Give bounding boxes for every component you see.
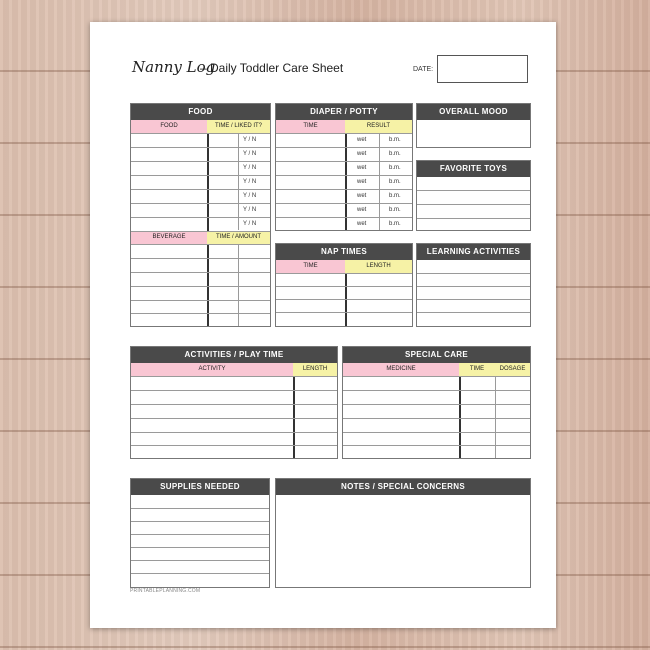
diaper-col-time: TIME [276, 120, 345, 133]
special-row [343, 376, 530, 377]
diaper-wet-option[interactable]: wet [357, 193, 367, 199]
beverage-row [131, 286, 270, 287]
activities-row [131, 390, 337, 391]
notes-header: NOTES / SPECIAL CONCERNS [276, 479, 530, 495]
diaper-bm-option[interactable]: b.m. [389, 165, 401, 171]
food-section [130, 103, 271, 327]
food-liked-yn[interactable]: Y / N [243, 221, 257, 227]
activities-col-length: LENGTH [293, 363, 337, 376]
food-row [131, 244, 270, 245]
diaper-bm-option[interactable]: b.m. [389, 179, 401, 185]
supplies-row [131, 508, 269, 509]
food-header: FOOD [131, 104, 270, 120]
learning-row [417, 312, 530, 313]
diaper-bm-option[interactable]: b.m. [389, 193, 401, 199]
overall-mood-section[interactable] [416, 103, 531, 148]
toys-row [417, 190, 530, 191]
special-row [343, 418, 530, 419]
nap-row [276, 299, 412, 300]
food-liked-yn[interactable]: Y / N [243, 165, 257, 171]
nap-row [276, 286, 412, 287]
diaper-row [276, 161, 412, 162]
notes-section[interactable] [275, 478, 531, 588]
diaper-wet-option[interactable]: wet [357, 165, 367, 171]
beverage-row [131, 300, 270, 301]
special-col-dosage: DOSAGE [495, 363, 530, 376]
food-row [131, 217, 270, 218]
learning-activities-header: LEARNING ACTIVITIES [417, 244, 530, 260]
nap-col-length: LENGTH [345, 260, 412, 273]
supplies-section [130, 478, 270, 588]
food-row [131, 203, 270, 204]
food-liked-yn[interactable]: Y / N [243, 193, 257, 199]
sheet-title: – Daily Toddler Care Sheet [200, 61, 344, 75]
diaper-wet-option[interactable]: wet [357, 179, 367, 185]
learning-row [417, 286, 530, 287]
diaper-bm-option[interactable]: b.m. [389, 137, 401, 143]
care-sheet-page [90, 22, 556, 628]
supplies-row [131, 560, 269, 561]
special-col-time: TIME [459, 363, 495, 376]
food-row [131, 161, 270, 162]
food-liked-yn[interactable]: Y / N [243, 137, 257, 143]
nap-col-time: TIME [276, 260, 345, 273]
beverage-row [131, 272, 270, 273]
food-col-food: FOOD [131, 120, 207, 133]
diaper-wet-option[interactable]: wet [357, 207, 367, 213]
food-col-time-liked: TIME / LIKED IT? [207, 120, 270, 133]
learning-row [417, 299, 530, 300]
nap-times-section [275, 243, 413, 327]
diaper-bm-option[interactable]: b.m. [389, 151, 401, 157]
supplies-row [131, 521, 269, 522]
favorite-toys-header: FAVORITE TOYS [417, 161, 530, 177]
diaper-wet-option[interactable]: wet [357, 221, 367, 227]
beverage-time-amount-col: TIME / AMOUNT [207, 231, 270, 244]
activities-row [131, 376, 337, 377]
learning-activities-section [416, 243, 531, 327]
activities-row [131, 445, 337, 446]
activities-section [130, 346, 338, 459]
footer-website: PRINTABLEPLANNING.COM [130, 588, 201, 594]
food-row [131, 175, 270, 176]
favorite-toys-section [416, 160, 531, 231]
supplies-row [131, 573, 269, 574]
nap-row [276, 273, 412, 274]
date-field[interactable] [437, 55, 528, 83]
food-row [131, 231, 270, 232]
diaper-bm-option[interactable]: b.m. [389, 207, 401, 213]
food-liked-yn[interactable]: Y / N [243, 207, 257, 213]
diaper-bm-option[interactable]: b.m. [389, 221, 401, 227]
special-col-medicine: MEDICINE [343, 363, 459, 376]
food-liked-yn[interactable]: Y / N [243, 151, 257, 157]
diaper-header: DIAPER / POTTY [276, 104, 412, 120]
toys-row [417, 204, 530, 205]
supplies-row [131, 534, 269, 535]
activities-row [131, 418, 337, 419]
special-row [343, 390, 530, 391]
diaper-wet-option[interactable]: wet [357, 137, 367, 143]
diaper-row [276, 147, 412, 148]
special-care-section [342, 346, 531, 459]
beverage-row [131, 313, 270, 314]
overall-mood-header: OVERALL MOOD [417, 104, 530, 120]
toys-row [417, 218, 530, 219]
brand-logo-text: Nanny Log [132, 58, 216, 76]
learning-row [417, 273, 530, 274]
activities-header: ACTIVITIES / PLAY TIME [131, 347, 337, 363]
diaper-section [275, 103, 413, 231]
diaper-col-result: RESULT [345, 120, 412, 133]
food-row [131, 147, 270, 148]
activities-row [131, 432, 337, 433]
diaper-row [276, 189, 412, 190]
beverage-row [131, 258, 270, 259]
diaper-wet-option[interactable]: wet [357, 151, 367, 157]
food-liked-yn[interactable]: Y / N [243, 179, 257, 185]
special-row [343, 432, 530, 433]
supplies-header: SUPPLIES NEEDED [131, 479, 269, 495]
supplies-row [131, 547, 269, 548]
activities-col-activity: ACTIVITY [131, 363, 293, 376]
activities-row [131, 404, 337, 405]
diaper-row [276, 203, 412, 204]
special-care-header: SPECIAL CARE [343, 347, 530, 363]
date-label: DATE: [413, 66, 434, 73]
diaper-row [276, 175, 412, 176]
special-row [343, 445, 530, 446]
special-row [343, 404, 530, 405]
nap-times-header: NAP TIMES [276, 244, 412, 260]
beverage-col: BEVERAGE [131, 231, 207, 244]
food-row [131, 189, 270, 190]
diaper-row [276, 133, 412, 134]
nap-row [276, 312, 412, 313]
food-row [131, 133, 270, 134]
diaper-row [276, 217, 412, 218]
